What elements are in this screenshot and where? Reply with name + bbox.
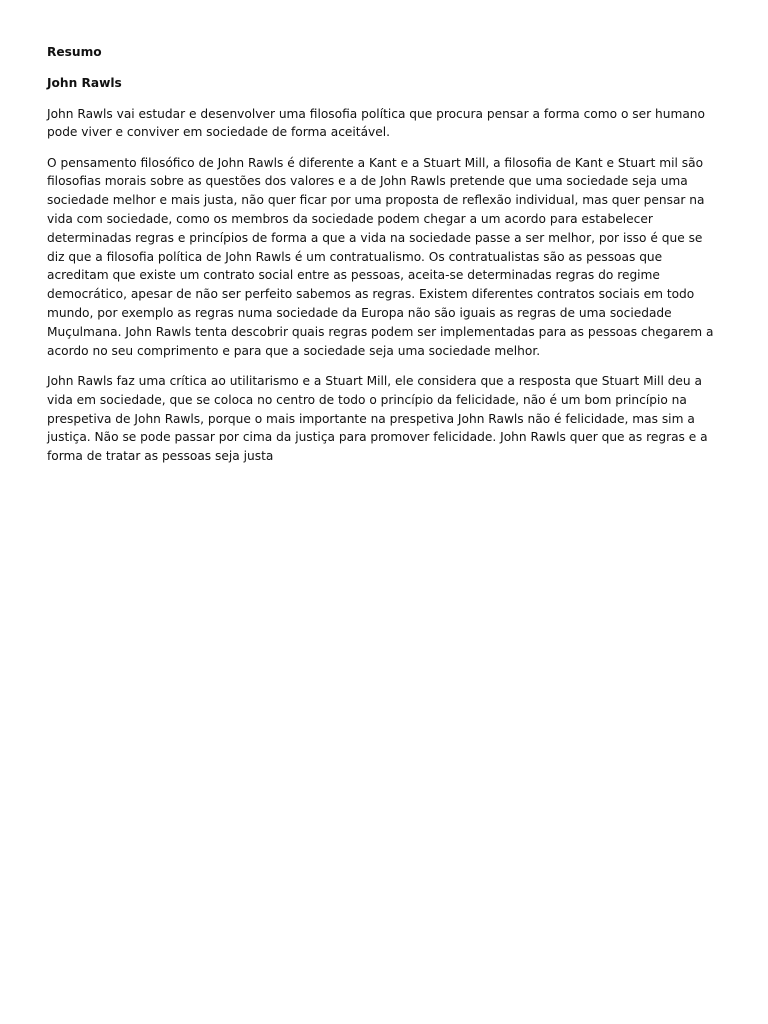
paragraph-contratualismo: O pensamento filosófico de John Rawls é diferente a Kant e a Stuart Mill, a filosofia de Kant e Stuart mil são filosofias morais sobre as questões dos valores e a de John Rawls pretende que uma sociedade seja uma sociedade melhor e mais justa, não quer ficar por uma proposta de reflexão individual, mas quer pensar na vida com sociedade, como os membros da sociedade podem chegar a um acordo para estabelecer determinadas regras e princípios de forma a que a vida na sociedade passe a ser melhor, por isso é que se diz que a filosofia política de John Rawls é um contratualismo. Os contratualistas são as pessoas que acreditam que existe um contrato social entre as pessoas, aceita-se determinadas regras do regime democrático, apesar de não ser perfeito sabemos as regras. Existem diferentes contratos sociais em todo mundo, por exemplo as regras numa sociedade da Europa não são iguais as regras de uma sociedade Muçulmana. John Rawls tenta descobrir quais regras podem ser implementadas para as pessoas chegarem a acordo no seu comprimento e para que a sociedade seja uma sociedade melhor. [47,155,714,358]
document-page [47,43,723,477]
document-heading-resumo: Resumo [47,45,102,59]
paragraph-critica-utilitarismo: John Rawls faz uma crítica ao utilitarismo e a Stuart Mill, ele considera que a resposta que Stuart Mill deu a vida em sociedade, que se coloca no centro de todo o princípio da felicidade, não é um bom princípio na prespetiva de John Rawls, porque o mais importante na prespetiva John Rawls não é felicidade, mas sim a justiça. Não se pode passar por cima da justiça para promover felicidade. John Rawls quer que as regras e a forma de tratar as pessoas seja justa [47,373,708,464]
document-heading-john-rawls: John Rawls [47,75,122,90]
paragraph-intro: John Rawls vai estudar e desenvolver uma filosofia política que procura pensar a forma como o ser humano pode viver e conviver em sociedade de forma aceitável. [47,106,705,140]
